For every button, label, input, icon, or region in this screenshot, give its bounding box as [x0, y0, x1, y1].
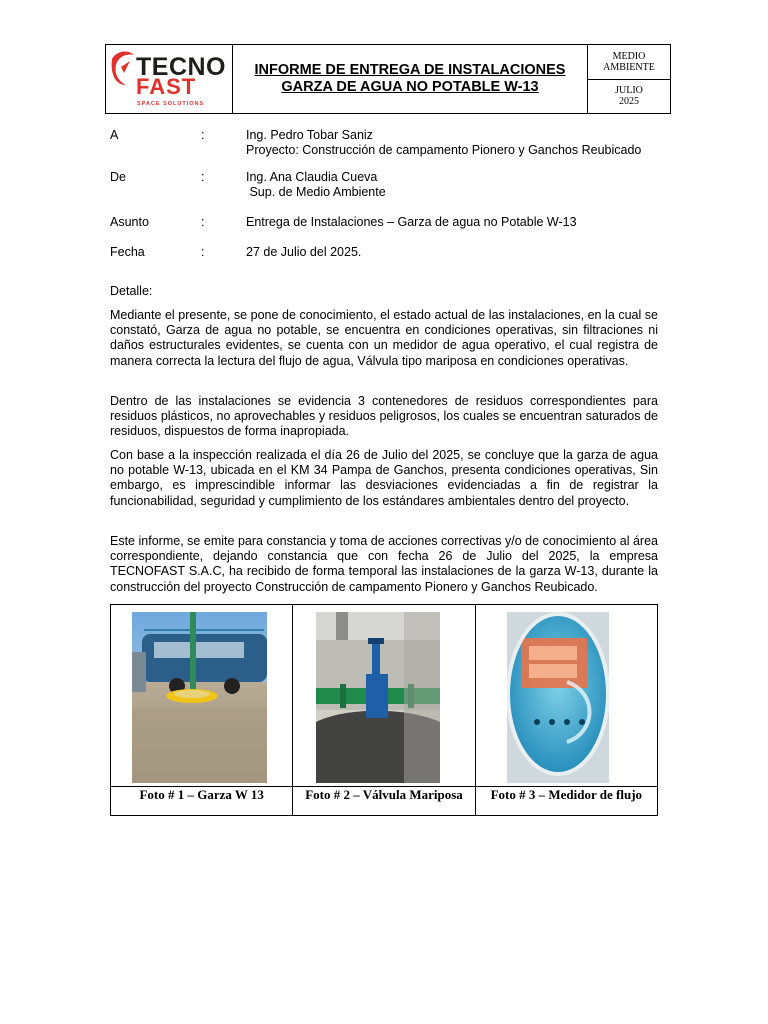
- meta-from-label: De: [110, 170, 126, 184]
- meta-subject-value: Entrega de Instalaciones – Garza de agua no Potable W-13: [246, 215, 577, 229]
- photo-caption-3: Foto # 3 – Medidor de flujo: [490, 787, 643, 802]
- paragraph-2: Dentro de las instalaciones se evidencia 3 contenedores de residuos correspondientes para residuos plásticos, no aprovechables y residuos peligrosos, los cuales se encuentran saturados de residuos, dispuestos de forma inapropiada.: [110, 394, 658, 439]
- meta-to-label: A: [110, 128, 119, 142]
- logo-tagline: SPACE SOLUTIONS: [137, 101, 205, 107]
- photo-cell-1: [111, 605, 293, 815]
- photo-cell-2: [293, 605, 475, 815]
- meta-subject-label: Asunto: [110, 215, 149, 229]
- paragraph-1: Mediante el presente, se pone de conocimiento, el estado actual de las instalaciones, en la cual se constató, Garza de agua no potable, se encuentra en condiciones operativas, sin filtraciones ni daños estructurales evidentes, se cuenta con un medidor de agua operativo, el cual registra de manera correcta la lectura del flujo de agua, Válvula tipo mariposa en condiciones operativas.: [110, 308, 658, 368]
- area-line-2: AMBIENTE: [603, 61, 655, 73]
- meta-date-sep: :: [201, 245, 205, 259]
- photo-medidor-image: [507, 612, 609, 783]
- logo-emblem-icon: [108, 49, 138, 91]
- document-title: [233, 45, 588, 113]
- meta-to-sep: :: [201, 128, 205, 142]
- date-cell: [588, 80, 670, 114]
- photo-valvula-image: [316, 612, 440, 783]
- meta-to-value-2: Proyecto: Construcción de campamento Pionero y Ganchos Reubicado: [246, 142, 642, 157]
- meta-subject-sep: :: [201, 215, 205, 229]
- meta-to-value-1: Ing. Pedro Tobar Saniz: [246, 128, 373, 142]
- photo-cell-3: [476, 605, 657, 815]
- photo-caption-1: Foto # 1 – Garza W 13: [139, 787, 264, 802]
- meta-from-value-2: Sup. de Medio Ambiente: [246, 184, 386, 199]
- date-line-2: 2025: [619, 96, 639, 108]
- date-line-1: JULIO: [615, 85, 643, 97]
- meta-date-value: 27 de Julio del 2025.: [246, 245, 362, 259]
- detail-label: Detalle:: [110, 284, 153, 298]
- title-line-1: INFORME DE ENTREGA DE INSTALACIONES: [254, 62, 566, 78]
- company-logo: [106, 45, 233, 113]
- photo-frame-1: [111, 605, 292, 787]
- meta-from-sep: :: [201, 170, 205, 184]
- photo-frame-3: [476, 605, 657, 787]
- photo-caption-2: Foto # 2 – Válvula Mariposa: [305, 787, 463, 802]
- paragraph-4: Este informe, se emite para constancia y toma de acciones correctivas y/o de conocimiento al área correspondiente, dejando constancia que con fecha 26 de Julio del 2025, la empresa TECNOFAST S.A.C, ha recibido de forma temporal las instalaciones de la garza W-13, durante la construcción del proyecto Construcción de campamento Pionero y Ganchos Reubicado.: [110, 534, 658, 594]
- title-line-2: GARZA DE AGUA NO POTABLE W-13: [281, 79, 539, 95]
- header-info: [588, 45, 670, 113]
- logo-text-fast: FAST: [136, 74, 197, 99]
- paragraph-3: Con base a la inspección realizada el día 26 de Julio del 2025, se concluye que la garza de agua no potable W-13, ubicada en el KM 34 Pampa de Ganchos, presenta condiciones operativas, Sin embargo, es imprescindible informar las desviaciones evidenciadas a fin de registrar la funcionabilidad, seguridad y cumplimiento de los estándares ambientales dentro del proyecto.: [110, 448, 658, 508]
- document-header: [105, 44, 671, 114]
- photo-garza-image: [132, 612, 267, 783]
- logo-text-tecno: TECNO: [136, 53, 226, 81]
- photo-frame-2: [293, 605, 474, 787]
- area-cell: [588, 45, 670, 80]
- meta-date-label: Fecha: [110, 245, 145, 259]
- photo-table: [110, 604, 658, 816]
- area-line-1: MEDIO: [612, 50, 646, 62]
- meta-from-value-1: Ing. Ana Claudia Cueva: [246, 170, 378, 184]
